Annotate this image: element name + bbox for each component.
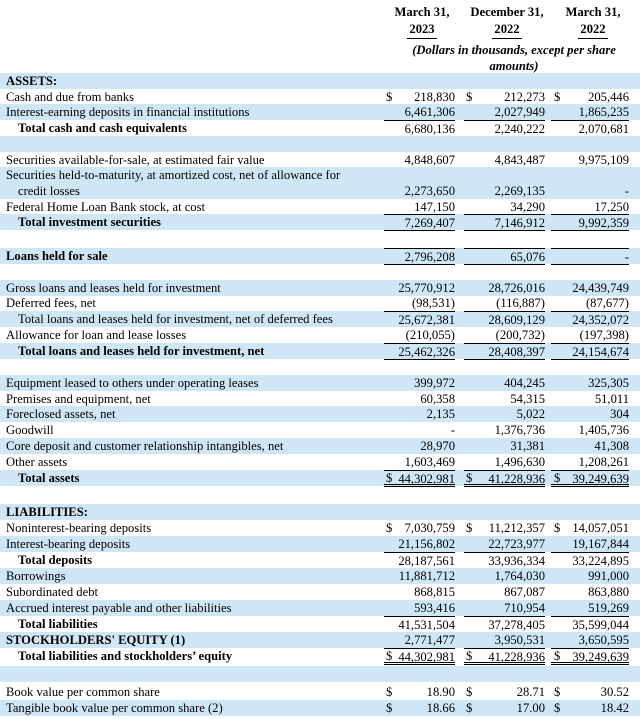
currency-symbol: $ [466, 521, 473, 535]
currency-symbol: $ [466, 471, 473, 485]
row-label: Total loans and leases held for investment, net [18, 344, 265, 358]
cell-value: (197,398) [579, 328, 629, 342]
currency-symbol: $ [386, 649, 393, 663]
table-row [0, 327, 640, 343]
cell-value: 205,446 [588, 90, 629, 104]
cell-value: 18.90 [426, 685, 455, 699]
cell-value: 14,057,051 [572, 521, 629, 535]
row-label: Total liabilities [18, 617, 98, 631]
cell-value: 17,250 [594, 200, 629, 214]
cell-value: 24,154,674 [551, 343, 629, 360]
table-row [0, 136, 640, 152]
row-label: Subordinated debt [6, 585, 98, 599]
currency-symbol: $ [554, 471, 561, 485]
table-row [0, 264, 640, 280]
cell-value: 30.52 [600, 685, 629, 699]
cell-value: 60,358 [420, 392, 455, 406]
row-label: Total loans and leases held for investment, net of deferred fees [18, 312, 333, 326]
row-label: Loans held for sale [6, 249, 108, 263]
table-row [0, 648, 640, 664]
cell-value: 218,830 [414, 90, 455, 104]
column-headers [0, 4, 640, 74]
row-label: Cash and due from banks [6, 90, 135, 104]
table-row [0, 104, 640, 120]
cell-value: 863,880 [588, 585, 629, 599]
cell-value: 7,269,407 [384, 214, 455, 231]
cell-value: 39,249,639 [551, 470, 629, 487]
table-row [0, 311, 640, 327]
cell-value: 304 [610, 407, 629, 421]
table-row [0, 568, 640, 584]
cell-value: (116,887) [496, 296, 545, 310]
row-label: Book value per common share [6, 685, 160, 699]
table-row [0, 632, 640, 648]
cell-value: 593,416 [414, 601, 455, 615]
row-label: Goodwill [6, 423, 54, 437]
row-label: Total assets [18, 471, 80, 485]
table-row [0, 520, 640, 536]
row-label: Interest-bearing deposits [6, 537, 131, 551]
cell-value: 28,726,016 [488, 281, 545, 295]
cell-value: 24,352,072 [551, 311, 629, 327]
cell-value: 33,224,895 [551, 552, 629, 568]
cell-value: 710,954 [504, 601, 545, 615]
table-row [0, 73, 640, 89]
cell-value: 4,843,487 [494, 153, 545, 167]
cell-value: 25,672,381 [384, 311, 455, 327]
cell-value: 1,865,235 [578, 105, 629, 119]
table-row [0, 454, 640, 470]
cell-value: 1,764,030 [494, 569, 545, 583]
cell-value: 41,308 [594, 439, 629, 453]
table-row [0, 438, 640, 454]
cell-value: 28,970 [420, 439, 455, 453]
table-row [0, 616, 640, 632]
cell-value: 33,936,334 [464, 552, 545, 568]
cell-value: 2,796,208 [384, 248, 455, 265]
cell-value: 28,187,561 [384, 552, 455, 568]
table-row [0, 280, 640, 296]
cell-value: 25,770,912 [398, 281, 455, 295]
currency-symbol: $ [554, 701, 561, 715]
cell-value: 2,240,222 [464, 120, 545, 137]
currency-symbol: $ [386, 471, 393, 485]
currency-symbol: $ [466, 701, 473, 715]
currency-symbol: $ [386, 521, 393, 535]
cell-value: 44,302,981 [384, 470, 455, 487]
currency-symbol: $ [554, 90, 561, 104]
row-label: Deferred fees, net [6, 296, 96, 310]
currency-symbol: $ [554, 521, 561, 535]
cell-value: 6,461,306 [404, 105, 455, 119]
table-row [0, 391, 640, 407]
cell-value: 35,599,044 [551, 616, 629, 632]
row-label: STOCKHOLDERS' EQUITY (1) [6, 633, 186, 647]
currency-symbol: $ [386, 90, 393, 104]
cell-value: 11,212,357 [488, 521, 545, 535]
row-label: Total cash and cash equivalents [18, 121, 187, 135]
cell-value: 28,609,129 [464, 311, 545, 327]
table-row [0, 199, 640, 215]
row-label: Other assets [6, 455, 68, 469]
cell-value: 39,249,639 [551, 648, 629, 665]
cell-value: - [551, 248, 629, 265]
row-label: Total deposits [18, 553, 93, 567]
header-march-2022: March 31, 2022 [556, 4, 630, 39]
header-december-2022: December 31, 2022 [464, 4, 550, 39]
row-label: Securities available-for-sale, at estimated fair value [6, 153, 265, 167]
cell-value: 41,531,504 [384, 616, 455, 632]
cell-value: 212,273 [504, 90, 545, 104]
cell-value: 34,290 [510, 200, 545, 214]
table-row [0, 120, 640, 136]
row-label: Federal Home Loan Bank stock, at cost [6, 200, 205, 214]
row-label: Foreclosed assets, net [6, 407, 116, 421]
cell-value: 1,603,469 [404, 455, 455, 469]
row-label: Total investment securities [18, 215, 161, 229]
table-row [0, 167, 640, 183]
cell-value: 868,815 [414, 585, 455, 599]
row-label: ASSETS: [6, 74, 58, 88]
table-row [0, 230, 640, 246]
row-label: Premises and equipment, net [6, 392, 151, 406]
currency-symbol: $ [466, 649, 473, 663]
row-label: Total liabilities and stockholders’ equity [18, 649, 233, 663]
cell-value: 44,302,981 [384, 648, 455, 665]
row-label: Accrued interest payable and other liabilities [6, 601, 232, 615]
row-label: Equipment leased to others under operating leases [6, 376, 259, 390]
cell-value: 31,381 [510, 439, 545, 453]
cell-value: 17.00 [516, 701, 545, 715]
cell-value: 18.66 [426, 701, 455, 715]
table-row [0, 406, 640, 422]
cell-value: 3,950,531 [494, 633, 545, 647]
cell-value: 9,992,359 [551, 214, 629, 231]
cell-value: (200,732) [495, 328, 545, 342]
cell-value: 7,030,759 [404, 521, 455, 535]
table-row [0, 183, 640, 199]
cell-value: 2,771,477 [404, 633, 455, 647]
cell-value: 51,011 [594, 392, 629, 406]
cell-value: 24,439,749 [572, 281, 629, 295]
currency-symbol: $ [554, 649, 561, 663]
row-label: Tangible book value per common share (2) [6, 701, 223, 715]
cell-value: (87,677) [585, 296, 629, 310]
currency-symbol: $ [386, 701, 393, 715]
cell-value: 22,723,977 [488, 537, 545, 551]
cell-value: 147,150 [414, 200, 455, 214]
table-row [0, 470, 640, 486]
table-row [0, 152, 640, 168]
cell-value: 2,135 [426, 407, 455, 421]
cell-value: 2,070,681 [551, 120, 629, 137]
table-row [0, 666, 640, 682]
table-row [0, 504, 640, 520]
cell-value: 399,972 [414, 376, 455, 390]
cell-value: 1,208,261 [578, 455, 629, 469]
cell-value: 7,146,912 [464, 214, 545, 231]
table-row [0, 536, 640, 552]
cell-value: 867,087 [504, 585, 545, 599]
cell-value: 6,680,136 [384, 120, 455, 137]
table-row [0, 552, 640, 568]
row-label: Allowance for loan and lease losses [6, 328, 187, 342]
row-label: LIABILITIES: [6, 505, 88, 519]
table-row [0, 359, 640, 375]
cell-value: 54,315 [510, 392, 545, 406]
cell-value: 5,022 [516, 407, 545, 421]
row-label: Borrowings [6, 569, 66, 583]
cell-value: 519,269 [588, 601, 629, 615]
cell-value: 1,405,736 [578, 423, 629, 437]
table-row [0, 248, 640, 264]
cell-value: 21,156,802 [398, 537, 455, 551]
table-row [0, 486, 640, 502]
cell-value: 19,167,844 [572, 537, 629, 551]
cell-value: (98,531) [411, 296, 455, 310]
cell-value: 41,228,936 [464, 648, 545, 665]
units-note: (Dollars in thousands, except per share amounts) [412, 43, 616, 73]
cell-value: 325,305 [588, 376, 629, 390]
cell-value: 3,650,595 [578, 633, 629, 647]
cell-value: 4,848,607 [404, 153, 455, 167]
cell-value: 65,076 [464, 248, 545, 265]
table-row [0, 700, 640, 716]
cell-value: 25,462,326 [384, 343, 455, 360]
row-label: Noninterest-bearing deposits [6, 521, 152, 535]
table-row [0, 214, 640, 230]
cell-value: 2,273,650 [404, 184, 455, 198]
cell-value: 991,000 [588, 569, 629, 583]
currency-symbol: $ [554, 685, 561, 699]
table-row [0, 375, 640, 391]
table-row [0, 584, 640, 600]
row-label: Core deposit and customer relationship intangibles, net [6, 439, 284, 453]
cell-value: 404,245 [504, 376, 545, 390]
currency-symbol: $ [386, 685, 393, 699]
header-march-2023: March 31, 2023 [386, 4, 458, 39]
table-row [0, 89, 640, 105]
cell-value: (210,055) [405, 328, 455, 342]
cell-value: 9,975,109 [578, 153, 629, 167]
cell-value: 28,408,397 [464, 343, 545, 360]
cell-value: 1,496,630 [494, 455, 545, 469]
cell-value: 37,278,405 [464, 616, 545, 632]
row-label: Interest-earning deposits in financial institutions [6, 105, 250, 119]
currency-symbol: $ [466, 685, 473, 699]
cell-value: 28.71 [516, 685, 545, 699]
cell-value: 1,376,736 [494, 423, 545, 437]
table-row [0, 600, 640, 616]
table-row [0, 684, 640, 700]
table-row [0, 343, 640, 359]
cell-value: 11,881,712 [398, 569, 455, 583]
cell-value: - [450, 423, 455, 437]
cell-value: 2,269,135 [494, 184, 545, 198]
currency-symbol: $ [466, 90, 473, 104]
cell-value: 2,027,949 [494, 105, 545, 119]
cell-value: 18.42 [600, 701, 629, 715]
row-label: Gross loans and leases held for investment [6, 281, 221, 295]
cell-value: 41,228,936 [464, 470, 545, 487]
row-label: Securities held-to-maturity, at amortized cost, net of allowance for [6, 168, 341, 182]
row-label: credit losses [18, 184, 80, 198]
table-row [0, 295, 640, 311]
table-row [0, 422, 640, 438]
cell-value: - [624, 184, 629, 198]
